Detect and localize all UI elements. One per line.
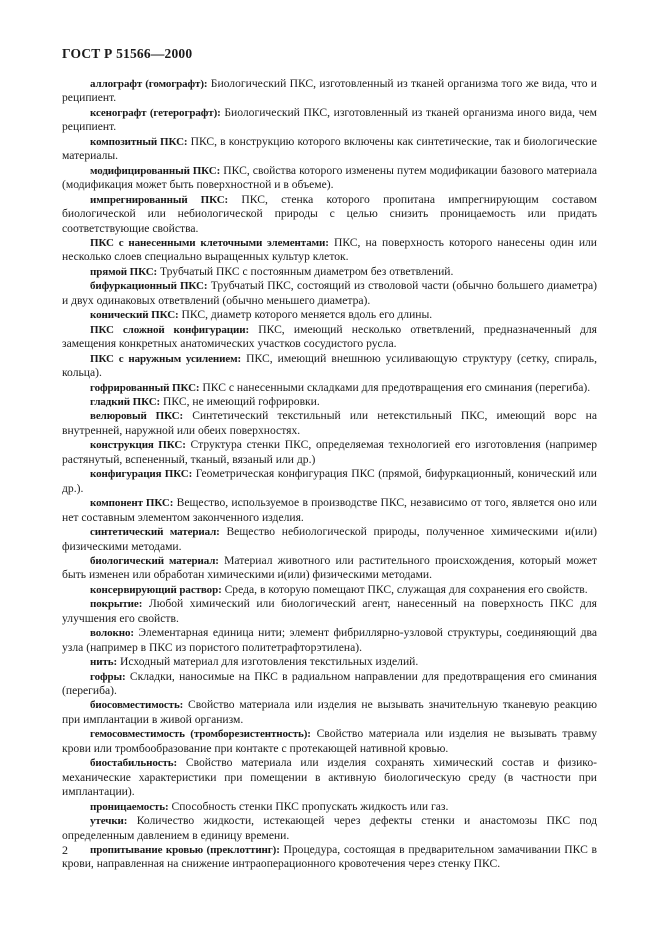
- definition-entry: [62, 698, 597, 727]
- term-definition: Свойство материала или изделия не вызывать значительную тканевую реакцию при имплантации в живой организм.: [62, 698, 597, 726]
- term-label: велюровый ПКС:: [90, 410, 184, 423]
- definition-entry: [62, 843, 597, 872]
- term-label: прямой ПКС:: [90, 265, 158, 278]
- definition-entry: [62, 467, 597, 496]
- definition-entry: [62, 438, 597, 467]
- term-definition: ПКС, на поверхность которого нанесены один или несколько слоев специально выращенных культур клеток.: [62, 235, 598, 264]
- term-definition: ПКС, стенка которого пропитана импрегнирующим составом биологической или небиологической природы с целью снизить проницаемость или придать соответствующие свойства.: [62, 192, 597, 235]
- term-label: модифицированный ПКС:: [90, 164, 221, 177]
- term-definition: Синтетический текстильный или нетекстильный ПКС, имеющий ворс на внутренней, наружной или обеих поверхностях.: [62, 409, 597, 437]
- term-definition: ПКС, не имеющий гофрировки.: [163, 394, 320, 408]
- term-label: биологический материал:: [90, 554, 219, 567]
- term-label: синтетический материал:: [90, 526, 220, 539]
- term-definition: Процедура, состоящая в предварительном замачивании ПКС в крови, направленная на снижение интраоперационного кровотечения через стенку ПКС.: [62, 843, 597, 871]
- definitions-list: [62, 77, 597, 872]
- term-label: компонент ПКС:: [90, 497, 174, 510]
- definition-entry: [62, 525, 597, 554]
- term-label: бифуркационный ПКС:: [90, 280, 208, 293]
- definition-entry: [62, 626, 597, 655]
- definition-entry: [62, 77, 597, 106]
- term-label: гофрированный ПКС:: [90, 381, 200, 394]
- term-label: утечки:: [90, 815, 128, 828]
- definition-entry: [62, 597, 597, 626]
- term-definition: Вещество небиологической природы, полученное химическими и(или) физическими методами.: [62, 525, 597, 553]
- definition-entry: [62, 409, 597, 438]
- definition-entry: [62, 670, 597, 699]
- term-label: конфигурация ПКС:: [90, 468, 193, 481]
- term-label: ПКС сложной конфигурации:: [90, 323, 250, 336]
- term-label: импрегнированный ПКС:: [90, 193, 229, 206]
- term-definition: ПКС, свойства которого изменены путем модификации базового материала (модификация может быть поверхностной и в объеме).: [62, 163, 597, 192]
- term-label: проницаемость:: [90, 800, 169, 813]
- page-header-standard-title: ГОСТ Р 51566—2000: [62, 46, 193, 61]
- definition-entry: [62, 106, 597, 135]
- term-definition: Свойство материала или изделия сохранять химический состав и физико-механические характеристики при помещении в активную биологическую среду (в частности при имплантации).: [62, 756, 597, 799]
- term-label: биосовместимость:: [90, 699, 184, 712]
- term-label: гемосовместимость (тромборезистентность):: [90, 728, 311, 741]
- definition-entry: [62, 395, 597, 409]
- definition-entry: [62, 381, 597, 395]
- definition-entry: [62, 554, 597, 583]
- page-number: 2: [62, 843, 68, 857]
- term-label: нить:: [90, 656, 118, 669]
- term-label: пропитывание кровью (преклоттинг):: [90, 844, 280, 857]
- term-definition: Среда, в которую помещают ПКС, служащая для сохранения его свойств.: [224, 582, 588, 596]
- term-definition: ПКС, имеющий внешнюю усиливающую структуру (сетку, спираль, кольца).: [62, 351, 597, 380]
- term-definition: ПКС, имеющий несколько ответвлений, предназначенный для замещения конкретных анатомических участков сосудистого русла.: [62, 322, 598, 351]
- term-definition: Элементарная единица нити; элемент фибриллярно-узловой структуры, соединяющий два узла (например в ПКС из пористого политетрафторэтилена).: [62, 626, 597, 654]
- term-label: ПКС с нанесенными клеточными элементами:: [90, 236, 329, 249]
- term-label: гофры:: [90, 670, 126, 683]
- definition-entry: [62, 193, 597, 236]
- definition-entry: [62, 279, 597, 308]
- term-label: аллографт (гомографт):: [90, 78, 208, 90]
- term-definition: Способность стенки ПКС пропускать жидкость или газ.: [171, 799, 449, 813]
- definition-entry: [62, 135, 597, 164]
- term-definition: Биологический ПКС, изготовленный из тканей организма того же вида, что и реципиент.: [62, 77, 597, 105]
- term-label: композитный ПКС:: [90, 135, 188, 148]
- definition-entry: [62, 814, 597, 843]
- definition-entry: [62, 164, 597, 193]
- term-label: конический ПКС:: [90, 309, 179, 322]
- term-definition: Материал животного или растительного происхождения, который может быть изменен или обработан химическими и(или) физическими методами.: [62, 553, 597, 582]
- definition-entry: [62, 323, 597, 352]
- term-definition: Биологический ПКС, изготовленный из тканей организма иного вида, чем реципиент.: [62, 105, 597, 134]
- term-definition: ПКС, в конструкцию которого включены как синтетические, так и биологические материалы.: [62, 134, 597, 163]
- term-definition: Вещество, используемое в производстве ПКС, независимо от того, является оно или нет составным элементом законченного изделия.: [62, 496, 597, 524]
- definition-entry: [62, 352, 597, 381]
- term-definition: Трубчатый ПКС, состоящий из стволовой части (обычно большего диаметра) и двух одинаковых ответвлений (обычно меньшего диаметра).: [62, 279, 597, 307]
- term-label: ПКС с наружным усилением:: [90, 352, 242, 365]
- definition-entry: [62, 236, 597, 265]
- definition-entry: [62, 308, 597, 322]
- definition-entry: [62, 756, 597, 799]
- term-definition: Складки, наносимые на ПКС в радиальном направлении для предотвращения его сминания (перегиба).: [62, 669, 597, 698]
- term-definition: Любой химический или биологический агент, нанесенный на поверхность ПКС для улучшения его свойств.: [62, 597, 597, 625]
- definition-entry: [62, 265, 597, 279]
- term-definition: ПКС, диаметр которого меняется вдоль его длины.: [181, 308, 433, 322]
- term-label: ксенографт (гетерографт):: [90, 106, 221, 119]
- term-label: гладкий ПКС:: [90, 395, 161, 408]
- term-label: волокно:: [90, 627, 134, 640]
- term-definition: Геометрическая конфигурация ПКС (прямой, бифуркационный, конический или др.).: [62, 467, 597, 495]
- term-definition: Свойство материала или изделия не вызывать травму крови или тромбообразование при контакте с протекающей нативной кровью.: [62, 727, 597, 755]
- term-label: конструкция ПКС:: [90, 439, 186, 452]
- term-definition: Структура стенки ПКС, определяемая технологией его изготовления (например растянутый, вспененный, тканый, вязаный или др.): [62, 438, 598, 466]
- term-definition: ПКС с нанесенными складками для предотвращения его сминания (перегиба).: [202, 380, 591, 394]
- definition-entry: [62, 496, 597, 525]
- term-definition: Количество жидкости, истекающей через дефекты стенки и анастомозы ПКС под определенным давлением в единицу времени.: [62, 814, 597, 842]
- term-label: биостабильность:: [90, 757, 178, 770]
- term-definition: Трубчатый ПКС с постоянным диаметром без ответвлений.: [160, 264, 454, 278]
- definition-entry: [62, 583, 597, 597]
- term-label: покрытие:: [90, 598, 143, 611]
- definition-entry: [62, 655, 597, 669]
- term-definition: Исходный материал для изготовления текстильных изделий.: [119, 655, 419, 669]
- term-label: консервирующий раствор:: [90, 583, 222, 596]
- definition-entry: [62, 727, 597, 756]
- definition-entry: [62, 800, 597, 814]
